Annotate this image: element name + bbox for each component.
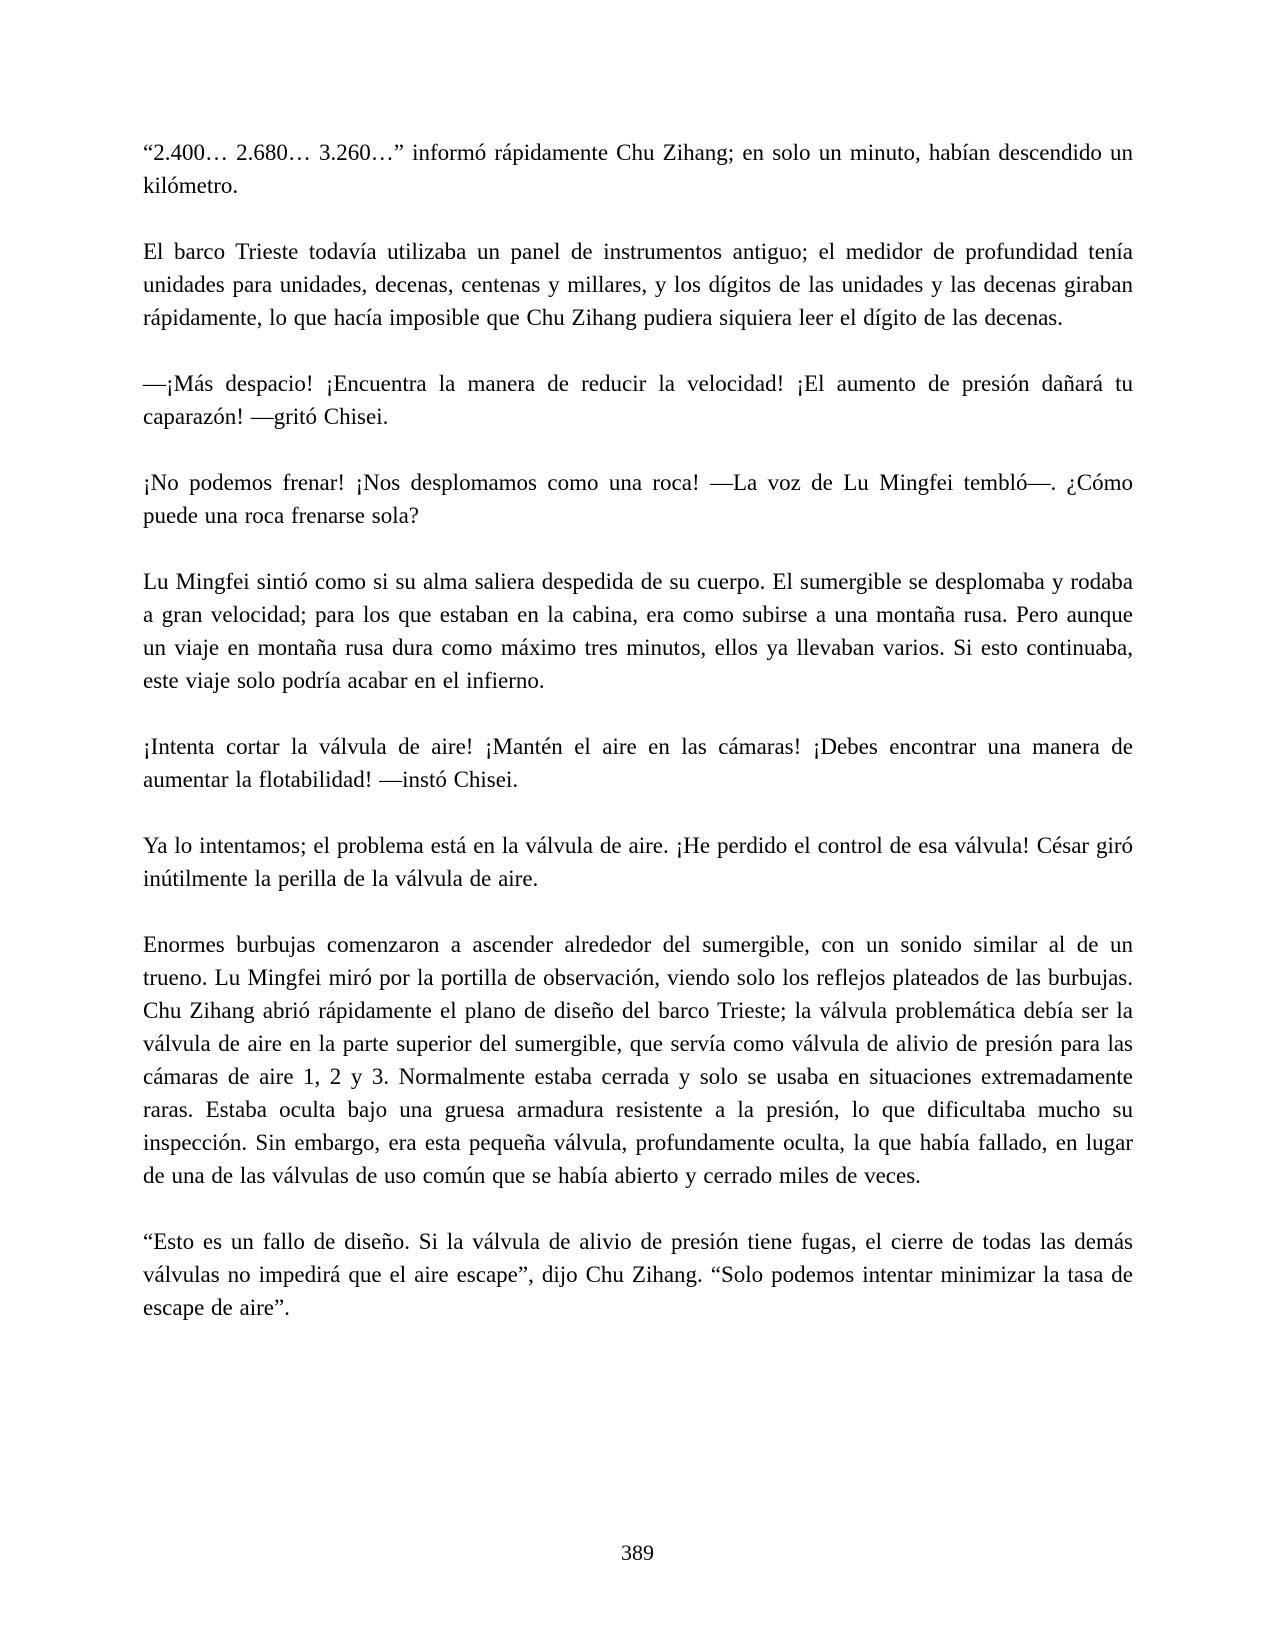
paragraph: “Esto es un fallo de diseño. Si la válvula de alivio de presión tiene fugas, el cierre de todas las demás válvulas no impedirá que el aire escape”, dijo Chu Zihang. “Solo podemos intentar minimizar la tasa de escape de aire”. bbox=[143, 1229, 1133, 1320]
paragraph: Enormes burbujas comenzaron a ascender alrededor del sumergible, con un sonido similar al de un trueno. Lu Mingfei miró por la portilla de observación, viendo solo los reflejos plateados de las burbujas. Chu Zihang abrió rápidamente el plano de diseño del barco Trieste; la válvula problemática debía ser la válvula de aire en la parte superior del sumergible, que servía como válvula de alivio de presión para las cámaras de aire 1, 2 y 3. Normalmente estaba cerrada y solo se usaba en situaciones extremadamente raras. Estaba oculta bajo una gruesa armadura resistente a la presión, lo que dificultaba mucho su inspección. Sin embargo, era esta pequeña válvula, profundamente oculta, la que había fallado, en lugar de una de las válvulas de uso común que se había abierto y cerrado miles de veces. bbox=[143, 932, 1133, 1188]
paragraph: “2.400… 2.680… 3.260…” informó rápidamente Chu Zihang; en solo un minuto, habían descendido un kilómetro. bbox=[143, 140, 1133, 198]
paragraph: El barco Trieste todavía utilizaba un panel de instrumentos antiguo; el medidor de profundidad tenía unidades para unidades, decenas, centenas y millares, y los dígitos de las unidades y las decenas giraban rápidamente, lo que hacía imposible que Chu Zihang pudiera siquiera leer el dígito de las decenas. bbox=[143, 239, 1133, 330]
paragraph: ¡No podemos frenar! ¡Nos desplomamos como una roca! —La voz de Lu Mingfei tembló—. ¿Cómo puede una roca frenarse sola? bbox=[143, 470, 1133, 528]
paragraph: Lu Mingfei sintió como si su alma saliera despedida de su cuerpo. El sumergible se desplomaba y rodaba a gran velocidad; para los que estaban en la cabina, era como subirse a una montaña rusa. Pero aunque un viaje en montaña rusa dura como máximo tres minutos, ellos ya llevaban varios. Si esto continuaba, este viaje solo podría acabar en el infierno. bbox=[143, 569, 1133, 693]
paragraph: —¡Más despacio! ¡Encuentra la manera de reducir la velocidad! ¡El aumento de presión dañará tu caparazón! —gritó Chisei. bbox=[143, 371, 1133, 429]
text-body bbox=[143, 136, 1133, 1357]
page-number: 389 bbox=[621, 1540, 654, 1565]
paragraph: ¡Intenta cortar la válvula de aire! ¡Mantén el aire en las cámaras! ¡Debes encontrar una manera de aumentar la flotabilidad! —instó Chisei. bbox=[143, 734, 1133, 792]
paragraph: Ya lo intentamos; el problema está en la válvula de aire. ¡He perdido el control de esa válvula! César giró inútilmente la perilla de la válvula de aire. bbox=[143, 833, 1133, 891]
